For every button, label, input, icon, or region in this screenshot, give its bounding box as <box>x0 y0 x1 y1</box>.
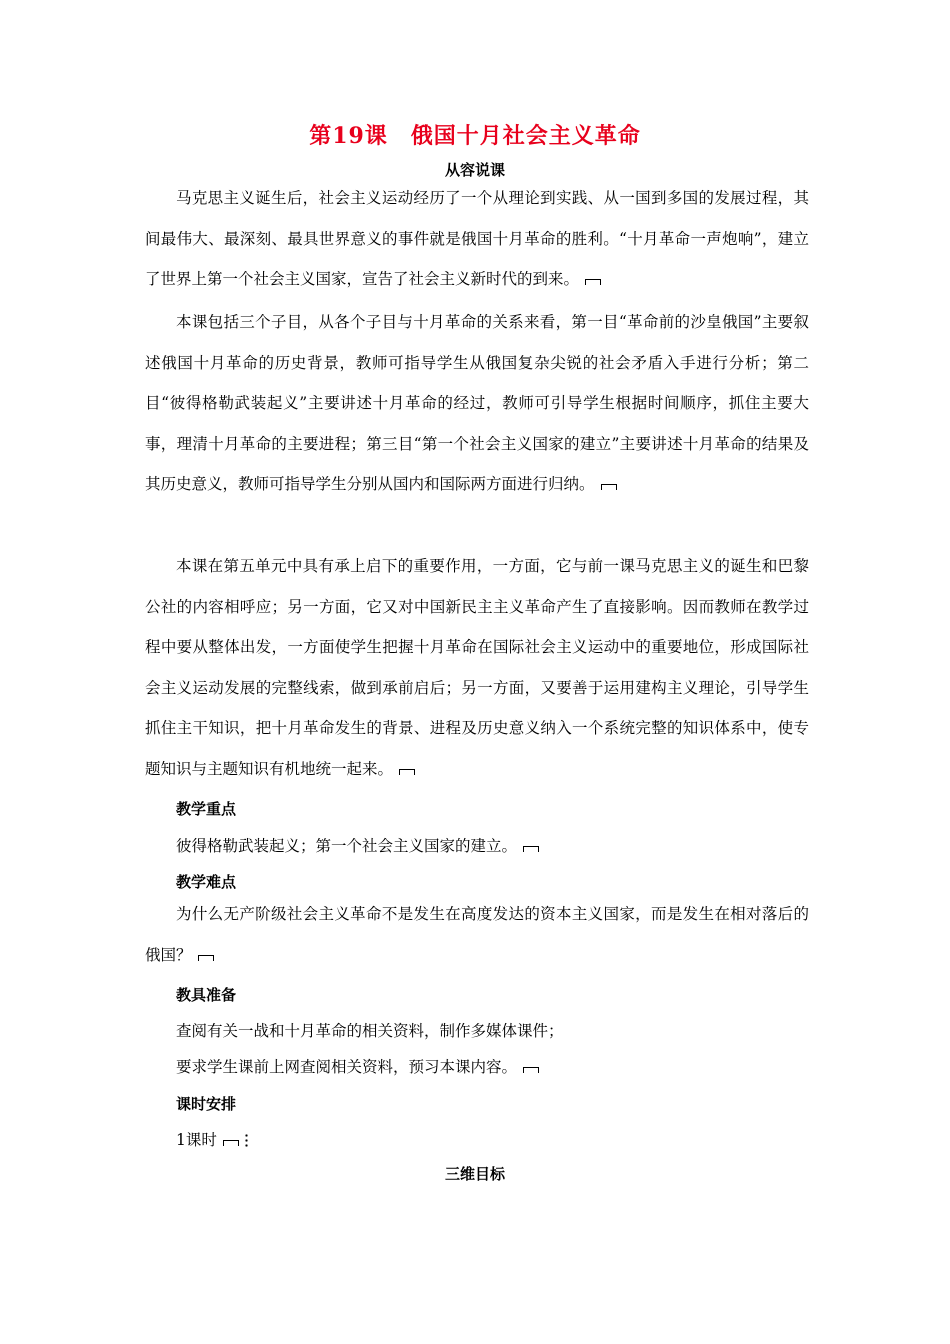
intro-heading: 从容说课 <box>444 161 505 179</box>
vertical-dots-icon <box>245 1133 248 1147</box>
schedule-heading: 课时安排 <box>176 1095 237 1113</box>
tools-heading: 教具准备 <box>176 986 237 1004</box>
paragraph-end-mark-icon <box>223 1140 239 1146</box>
difficulty-heading: 教学难点 <box>176 873 237 891</box>
intro-paragraph-2: 本课包括三个子目，从各个子目与十月革命的关系来看，第一目“革命前的沙皇俄国”主要叙述俄国十月革命的历史背景，教师可指导学生从俄国复杂尖锐的社会矛盾入手进行分析；第二目“彼得格勒武装起义”主要讲述十月革命的经过，教师可引导学生根据时间顺序，抓住主要大事，理清十月革命的主要进程；第三目“第一个社会主义国家的建立”主要讲述十月革命的结果及其历史意义，教师可指导学生分别从国内和国际两方面进行归纳。 <box>145 313 809 494</box>
lesson-title: 第19课 俄国十月社会主义革命 <box>309 123 641 149</box>
intro-paragraph-3: 本课在第五单元中具有承上启下的重要作用，一方面，它与前一课马克思主义的诞生和巴黎公社的内容相呼应；另一方面，它又对中国新民主主义革命产生了直接影响。因而教师在教学过程中要从整体出发，一方面使学生把握十月革命在国际社会主义运动中的重要地位，形成国际社会主义运动发展的完整线索，做到承前启后；另一方面，又要善于运用建构主义理论，引导学生抓住主干知识，把十月革命发生的背景、进程及历史意义纳入一个系统完整的知识体系中，使专题知识与主题知识有机地统一起来。 <box>145 557 809 778</box>
paragraph-end-mark-icon <box>523 1067 539 1073</box>
tools-line-2: 要求学生课前上网查阅相关资料，预习本课内容。 <box>176 1055 539 1079</box>
intro-paragraph-1: 马克思主义诞生后，社会主义运动经历了一个从理论到实践、从一国到多国的发展过程，其间最伟大、最深刻、最具世界意义的事件就是俄国十月革命的胜利。“十月革命一声炮响”，建立了世界上第一个社会主义国家，宣告了社会主义新时代的到来。 <box>145 189 809 289</box>
paragraph-end-mark-icon <box>523 846 539 852</box>
paragraph-end-mark-icon <box>198 955 214 961</box>
paragraph-end-mark-icon <box>585 279 601 285</box>
schedule-text: 1课时 <box>176 1128 248 1152</box>
paragraph-end-mark-icon <box>399 769 415 775</box>
key-points-heading: 教学重点 <box>176 800 237 818</box>
paragraph-end-mark-icon <box>601 484 617 490</box>
objectives-heading: 三维目标 <box>444 1165 505 1183</box>
difficulty-text: 为什么无产阶级社会主义革命不是发生在高度发达的资本主义国家，而是发生在相对落后的俄国？ <box>145 905 809 964</box>
key-points-text: 彼得格勒武装起义；第一个社会主义国家的建立。 <box>176 834 539 858</box>
tools-line-1: 查阅有关一战和十月革命的相关资料，制作多媒体课件； <box>176 1022 564 1040</box>
